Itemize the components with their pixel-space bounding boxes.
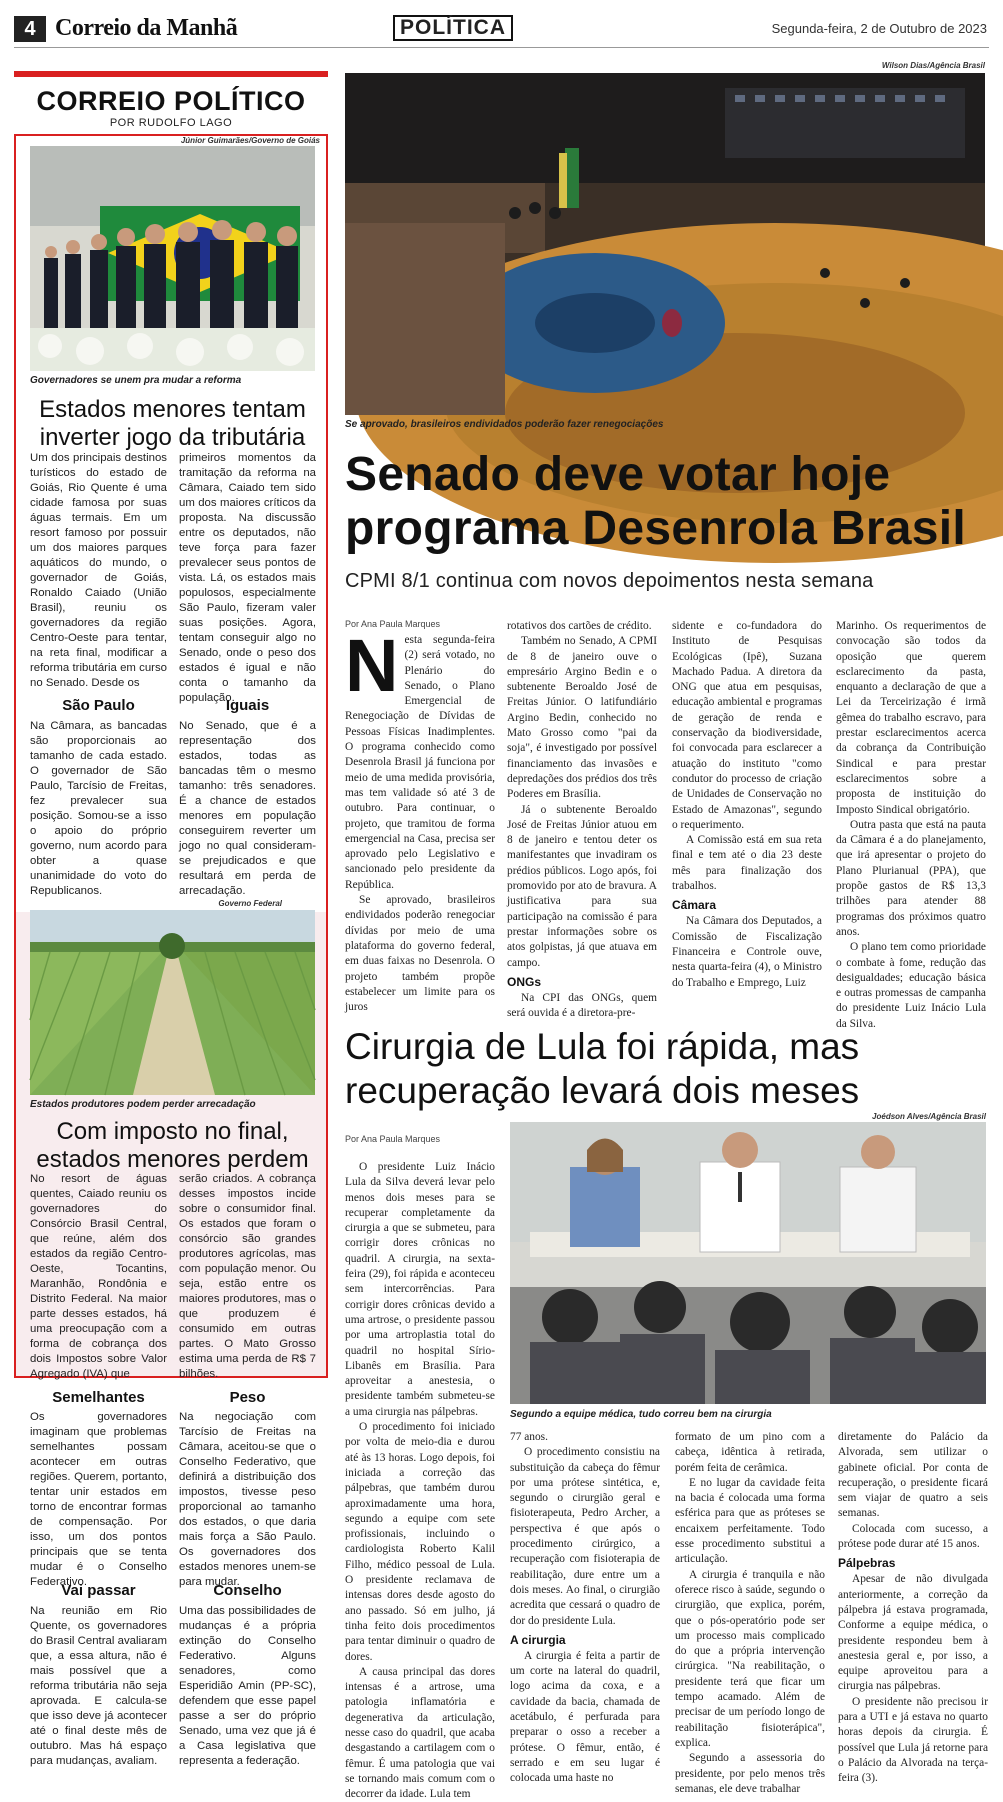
subhead: ONGs bbox=[507, 974, 542, 989]
subhead: Vai passar bbox=[61, 1582, 136, 1599]
governors-photo bbox=[30, 146, 315, 371]
section-label: POLÍTICA bbox=[393, 15, 513, 41]
sidebar-text: Na negociação com Tarcísio de Freitas na Câmara, aceitou-se que o Conselho Federativo, que definirá a distribuição dos impostos, tivesse peso proporcional ao tamanho dos estados, o que daria mais força a São Paulo. Os governadores dos estados menores unem-se para mudar. bbox=[179, 1411, 316, 1588]
page-number: 4 bbox=[14, 16, 46, 42]
sidebar-text: No resort de águas quentes, Caiado reuniu os governadores do Consórcio Brasil Central, que reúne, além dos estados da região Centro-Oeste, Tocantins, Maranhão, Rondônia e Distrito Federal. Na maior parte desses estados, há uma preocupação com a forma de cobrança dos dois Impostos sobre Valor Agregado (IVA) que bbox=[30, 1173, 167, 1380]
sidebar-text: Os governadores imaginam que problemas semelhantes possam acontecer em outras regiões. Querem, portanto, tentar unir estados em torno de encontrar formas de compensação. Por isso, um dos pontos principais que se tenta mudar é o Conselho Federativo. bbox=[30, 1411, 167, 1588]
column-title: CORREIO POLÍTICO bbox=[36, 86, 306, 116]
subhead: Peso bbox=[229, 1389, 266, 1406]
sidebar-text: serão criados. A cobrança desses impostos incide sobre o consumidor final. Os estados que foram o consórcio são grandes produtores agrícolas, mas com população menor. Ou seja, estão entre os maiores produtores, mas o que produzem é consumido em outras partes. O Mato Grosso estima uma perda de R$ 7 bilhões. bbox=[179, 1173, 316, 1380]
headline-line: Senado deve votar hoje bbox=[345, 448, 891, 501]
photo-caption: Segundo a equipe médica, tudo correu bem na cirurgia bbox=[510, 1409, 772, 1420]
subhead: Câmara bbox=[672, 898, 717, 913]
article-column: diretamente do Palácio da Alvorada, sem utilizar o gabinete oficial. Por conta de recuperação, o presidente ficará sem viajar de quatro a seis semanas. Colocada com sucesso, a prótese pode durar até 15 anos. Pálpebras Apesar de não divulgada anteriormente, a correção da pálpebra já estava programada, Conforme a equipe médica, o presidente respondeu bem à anestesia geral e, por isso, a equipe aproveitou para a cirurgia nas pálpebras. O presidente não precisou ir para a UTI e já estava no quarto horas depois da cirurgia. É possível que Lula já retorne para o Palácio da Alvorada na terça-feira (3). bbox=[838, 1431, 988, 1785]
headline-line: recuperação levará dois meses bbox=[345, 1070, 860, 1111]
sidebar-text: Na Câmara, as bancadas são proporcionais ao tamanho de cada estado. O governador de São Paulo, Tarcísio de Freitas, fez prevalecer sua posição. Somou-se a isso o apoio do próprio governo, num acordo para obter a quase unanimidade do voto do Republicanos. bbox=[30, 720, 167, 897]
photo-credit: Wilson Dias/Agência Brasil bbox=[881, 61, 985, 70]
dropcap: N bbox=[345, 624, 399, 707]
headline-line: programa Desenrola Brasil bbox=[345, 502, 967, 555]
article-column: 77 anos. O procedimento consistiu na substituição da cabeça do fêmur por uma prótese sintética, e, segundo o cirurgião geral e fisioterapeuta, Pedro Archer, a perspectiva é que após o procedimento cirúrgico, a recuperação com fisioterapia de reabilitação, dure entre um a dois meses. Ao final, o cirurgião acredita que cessará o quadro de dor do presidente Lula. A cirurgia A cirurgia é feita a partir de um corte na lateral do quadril, logo acima da coxa, e a cavidade da bacia, chamada de acetábulo, é perfurada para preparar o osso a receber a prótese. O fêmur, então, é serrado e em seu lugar é colocada uma haste no bbox=[510, 1431, 660, 1785]
sidebar-top-bar bbox=[14, 71, 328, 77]
subhead: A cirurgia bbox=[510, 1632, 566, 1647]
photo-credit: Júnior Guimarães/Governo de Goiás bbox=[180, 136, 320, 145]
sidebar-text: Na reunião em Rio Quente, os governadores do Brasil Central avaliaram que, a essa altura, não é mais possível que a reforma tributária não seja aprovada. E calcula-se que isso deve já acontecer até o final deste mês de outubro. Mas há espaço para mudanças, avaliam. bbox=[30, 1605, 167, 1767]
article-column: sidente e co-fundadora do Instituto de Pesquisas Ecológicas (Ipê), Suzana Machado Padua. A diretora da ONG que atua em pesquisas, educação ambiental e programas de geração de renda e conservação da biodiversidade, foi convocada para esclarecer a atuação do instituto "como condutor do processo de criação de Unidades de Conservação no Estado de Amazonas", segundo o requerimento. A Comissão está em sua reta final e tem até o dia 23 deste mês para finalização dos trabalhos. Câmara Na Câmara dos Deputados, a Comissão de Fiscalização Financeira e Controle ouve, nesta quarta-feira (4), o Ministro do Trabalho e Emprego, Luiz bbox=[672, 620, 822, 989]
byline: Por Ana Paula Marques bbox=[345, 1134, 441, 1144]
sidebar-text: Uma das possibilidades de mudanças é a própria extinção do Conselho Federativo. Alguns senadores, como Esperidião Amin (PP-SC), defendem que esse papel passe a ser do próprio Senado, uma vez que já é a Casa legislativa que representa a federação. bbox=[179, 1605, 316, 1767]
column-byline: POR RUDOLFO LAGO bbox=[109, 117, 233, 129]
subhead: São Paulo bbox=[62, 697, 135, 714]
subhead: Iguais bbox=[225, 697, 270, 714]
article-column: Marinho. Os requerimentos de convocação são todos da oposição que querem esclarecimento da pasta, enquanto a declaração de que a Lei da Terceirização é irmã gêmea do trabalho escravo, para prestar esclarecimentos acerca da cobrança da Contribuição Sindical e para prestar esclarecimentos sobre a proposta de instituição do Imposto Sindical obrigatório. Outra pasta que está na pauta da Câmara é a do planejamento, que irá apresentar o projeto do Plano Plurianual (PPA), que propõe gastos de R$ 13,3 trilhões para atender 88 programas dos próximos quatro anos. O plano tem como prioridade o combate à fome, redução das desigualdades; educação básica e outras promessas de campanha do presidente Luiz Inácio Lula da Silva. bbox=[836, 620, 986, 1030]
newspaper-brand: Correio da Manhã bbox=[55, 15, 238, 41]
farmland-photo bbox=[30, 910, 315, 1095]
senate-photo bbox=[345, 73, 985, 415]
photo-credit: Joédson Alves/Agência Brasil bbox=[872, 1112, 986, 1121]
sidebar-headline: Com imposto no final, estados menores perdem bbox=[36, 1118, 309, 1173]
subhead: Semelhantes bbox=[52, 1389, 145, 1406]
header-rule bbox=[14, 47, 989, 48]
deck: CPMI 8/1 continua com novos depoimentos nesta semana bbox=[345, 570, 874, 592]
page-date: Segunda-feira, 2 de Outubro de 2023 bbox=[771, 21, 987, 36]
article-column: formato de um pino com a cabeça, idêntica à retirada, porém feita de cerâmica. E no lugar da cavidade feita na bacia é colocada uma forma esférica para que as próteses se encaixem perfeitamente. Todo esse procedimento substitui a articulação. A cirurgia é tranquila e não oferece risco à saúde, segundo o cirurgião, que explica, porém, que o pós-operatório pode ser um processo mais complicado do que a própria intervenção cirúrgica. "Na reabilitação, o presidente terá que ficar um tempo acamado. Além de precisar de um período longo de reabilitação fisioterápica", explica. Segundo a assessoria do presidente, por pelo menos três semanas, ele deve trabalhar bbox=[675, 1431, 825, 1795]
sidebar-text: primeiros momentos da tramitação da reforma na Câmara, Caiado tem sido um dos maiores críticos da proposta. Na discussão entre os deputados, não teve força para fazer prevalecer seus pontos de vista. Lá, os estados mais populosos, especialmente São Paulo, fizeram valer suas posições. Agora, tentam conseguir algo no Senado, onde o peso dos estados é igual e não conta o tamanho da população. bbox=[179, 452, 316, 704]
sidebar-text: Um dos principais destinos turísticos do estado de Goiás, Rio Quente é uma cidade famosa por suas águas termais. Em um resort famoso por possuir um dos maiores parques aquáticos do mundo, o governador de Goiás, Ronaldo Caiado (União Brasil), reuniu os governadores da região Centro-Oeste para tentar, na reta final, modificar a reforma tributária em curso no Senado. Desde os bbox=[30, 452, 167, 689]
photo-caption: Estados produtores podem perder arrecadação bbox=[30, 1099, 256, 1110]
headline-line: Cirurgia de Lula foi rápida, mas bbox=[345, 1026, 860, 1067]
article-column: rotativos dos cartões de crédito. Também no Senado, A CPMI de 8 de janeiro ouve o empresário Argino Bedin e o subtenente Beroaldo José de Freitas Júnior. O latifundiário Argino Bedin, conhecido no Mato Grosso como "pai da soja", é investigado por possível financiamento das invasões e depredações dos prédios dos três Poderes em Brasília. Já o subtenente Beroaldo José de Freitas Júnior atuou em 8 de janeiro e tentou deter os manifestantes que invadiram os prédios públicos. Logo após, foi promovido por ato de bravura. A justificativa para sua participação na comissão é para prestar informações sobre os atos golpistas, já que atuava em campo. ONGs Na CPI das ONGs, quem será ouvida é a diretora-pre- bbox=[507, 620, 657, 1020]
article-column: Nesta segunda-feira (2) será votado, no Plenário do Senado, o Plano Emergencial de Renegociação de Dívidas de Pessoas Físicas Inadimplentes. O programa conhecido como Desenrola Brasil já funciona por meio de uma medida provisória, mas tem validade só até 3 de outubro. Para continuar, o projeto, que tramitou de forma emergencial na Casa, precisa ser aprovado pelo Legislativo e sancionado pelo presidente da República. Se aprovado, brasileiros endividados poderão renegociar dívidas por meio de uma plataforma do governo federal, em duas faixas no Desenrola. O projeto também propõe estabelecer um limite para os juros bbox=[345, 624, 495, 1014]
subhead: Pálpebras bbox=[838, 1556, 896, 1571]
byline: Por Ana Paula Marques bbox=[345, 619, 441, 629]
photo-credit: Governo Federal bbox=[218, 899, 282, 908]
sidebar-headline: Estados menores tentam inverter jogo da tributária bbox=[39, 396, 306, 451]
subhead: Conselho bbox=[213, 1582, 282, 1599]
article-column: O presidente Luiz Inácio Lula da Silva deverá levar pelo menos dois meses para se recuperar completamente da cirurgia a que se submeteu, para corrigir dores crônicas no quadril. A cirurgia, na sexta-feira (29), foi rápida e aconteceu sem intercorrências. Para corrigir dores crônicas devido a uma artrose, o presidente passou por uma artroplastia total do quadril no hospital Sírio-Libanês em Brasília. Para aproveitar a anestesia, o presidente também submeteu-se a uma cirurgia nas pálpebras. O procedimento foi iniciado por volta de meio-dia e durou até às 13 horas. Logo depois, foi iniciada a correção das pálpebras, que também durou aproximadamente uma hora, segundo a equipe com sete profissionais, incluindo o cardiologista Roberto Kalil Filho, médico pessoal de Lula. O presidente reclamava de intensas dores desde agosto do ano passado. Só em julho, já tinha feito dois procedimentos para tentar diminuir o quadro de dores. A causa principal das dores intensas é a artrose, uma patologia inflamatória e degenerativa da articulação, nesse caso do quadril, que acaba desgastando a cartilagem com o fêmur. É uma patologia que vai se tornando mais comum com o decorrer da idade. Lula tem bbox=[345, 1161, 495, 1801]
sidebar-text: No Senado, que é a representação dos estados, todas as bancadas têm o mesmo tamanho: três senadores. É a chance de estados menores em população conseguirem reverter um jogo no qual consideram-se prejudicados e que resultará em perda de arrecadação. bbox=[179, 720, 316, 897]
photo-caption: Se aprovado, brasileiros endividados poderão fazer renegociações bbox=[345, 419, 664, 430]
press-conference-photo bbox=[510, 1122, 986, 1404]
photo-caption: Governadores se unem pra mudar a reforma bbox=[30, 375, 242, 386]
